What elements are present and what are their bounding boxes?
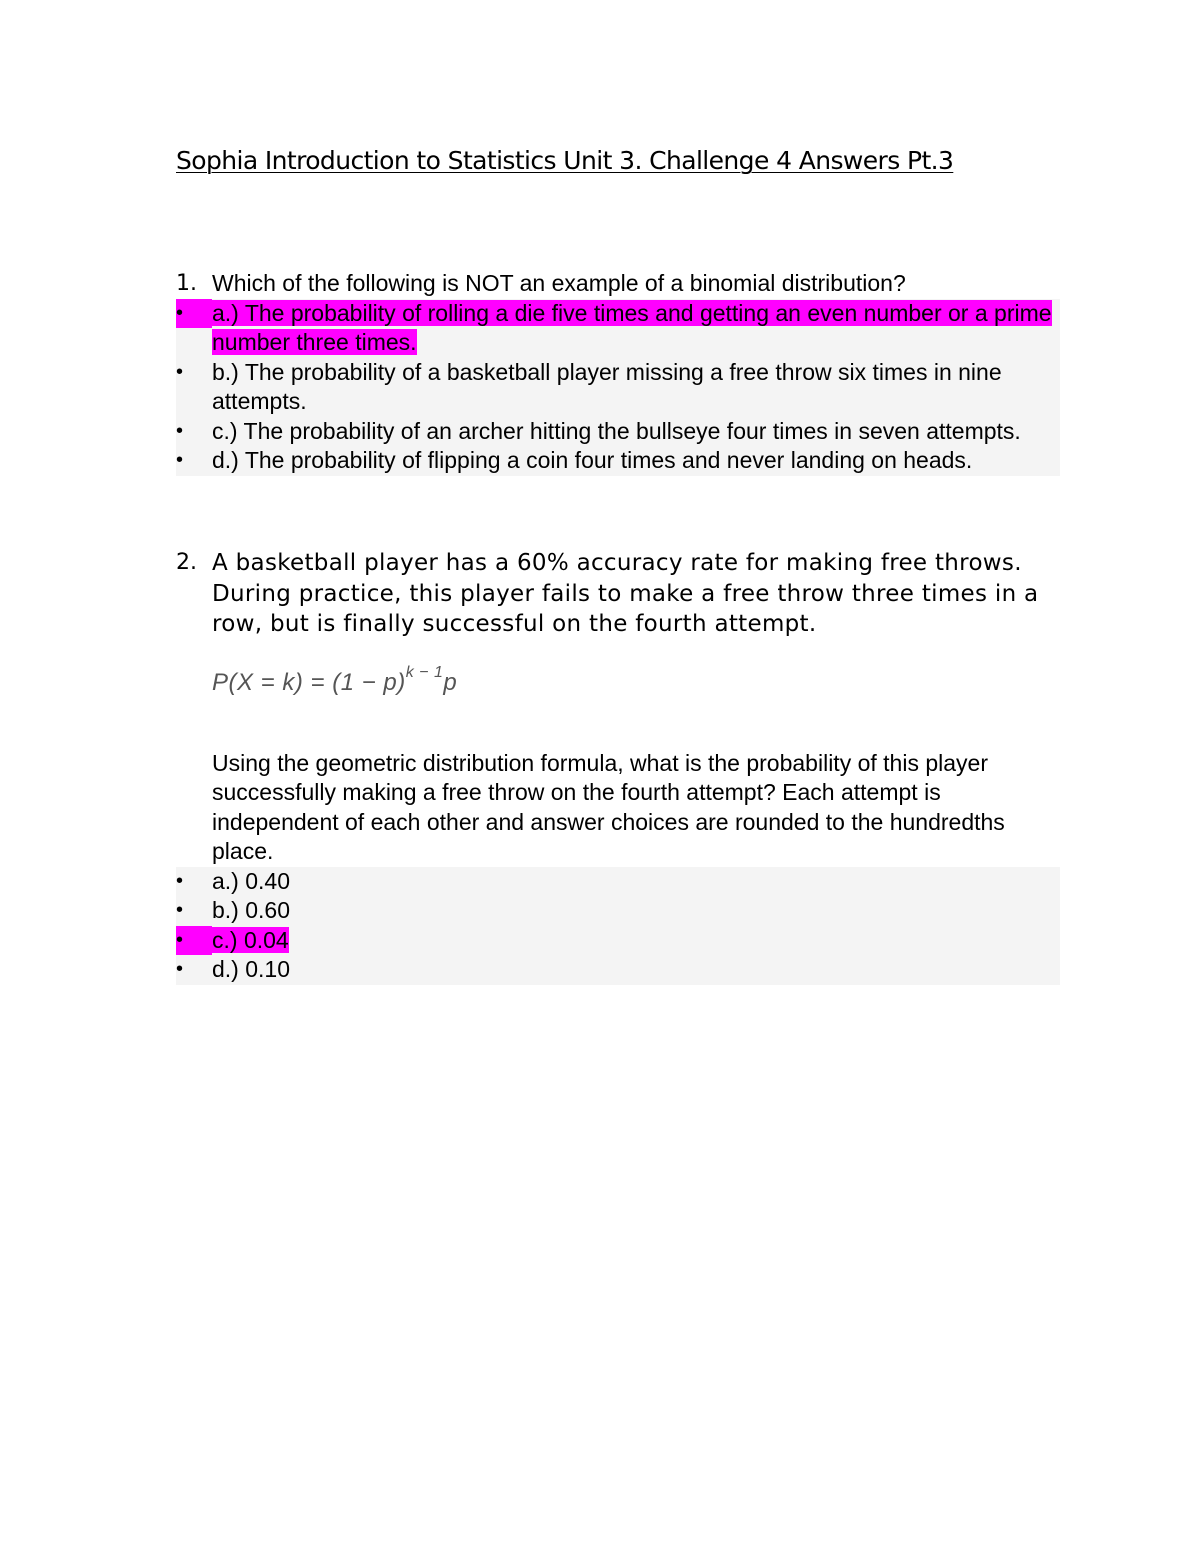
answer-option-text: b.) 0.60: [212, 897, 290, 923]
question-2-stem: [176, 548, 1060, 640]
bullet-icon: •: [176, 360, 184, 383]
answer-option-d[interactable]: [176, 955, 1060, 985]
question-1-prompt: [176, 269, 1060, 299]
answer-option-b[interactable]: [176, 896, 1060, 926]
answer-option-text: d.) The probability of flipping a coin four times and never landing on heads.: [212, 447, 973, 473]
question-text: Which of the following is NOT an example of a binomial distribution?: [212, 270, 906, 296]
bullet-icon: •: [176, 958, 184, 980]
answer-options: [176, 867, 1060, 985]
bullet-icon: •: [176, 899, 184, 921]
formula-exponent: k − 1: [405, 663, 444, 681]
geometric-formula: [212, 663, 1060, 697]
answer-option-a[interactable]: [176, 299, 1060, 358]
answer-option-d[interactable]: [176, 446, 1060, 476]
question-number: 2.: [176, 550, 197, 575]
answer-option-text: a.) The probability of rolling a die five times and getting an even number or a prime number three times.: [212, 299, 1052, 355]
answer-option-c[interactable]: [176, 417, 1060, 447]
answer-option-text: c.) 0.04: [212, 926, 289, 953]
question-2-prompt: Using the geometric distribution formula, what is the probability of this player successfully making a free throw on the fourth attempt? Each attempt is independent of each other and answer choices are rounded to the hundredths place.: [212, 749, 1005, 864]
answer-option-c[interactable]: [176, 926, 1060, 956]
answer-option-text: b.) The probability of a basketball player missing a free throw six times in nine attempts.: [212, 358, 1002, 414]
question-1: [176, 269, 1060, 476]
answer-option-b[interactable]: [176, 358, 1060, 417]
answer-options: [176, 299, 1060, 476]
question-text: A basketball player has a 60% accuracy rate for making free throws. During practice, this player fails to make a free throw three times in a row, but is finally successful on the fourth attempt.: [212, 550, 1039, 637]
question-number: 1.: [176, 271, 197, 296]
bullet-icon: •: [176, 449, 184, 471]
answer-option-a[interactable]: [176, 867, 1060, 897]
answer-option-text: a.) 0.40: [212, 867, 290, 894]
question-2: [176, 548, 1060, 985]
bullet-icon: •: [176, 869, 184, 892]
bullet-icon: •: [176, 926, 212, 956]
page-title: Sophia Introduction to Statistics Unit 3. Challenge 4 Answers Pt.3: [176, 146, 954, 175]
bullet-icon: •: [176, 419, 184, 442]
bullet-icon: •: [176, 299, 212, 329]
answer-option-text: d.) 0.10: [212, 956, 290, 982]
formula-tail: p: [443, 668, 458, 696]
answer-option-text: c.) The probability of an archer hitting the bullseye four times in seven attempts.: [212, 417, 1021, 444]
formula-base: P(X = k) = (1 − p): [212, 668, 406, 696]
